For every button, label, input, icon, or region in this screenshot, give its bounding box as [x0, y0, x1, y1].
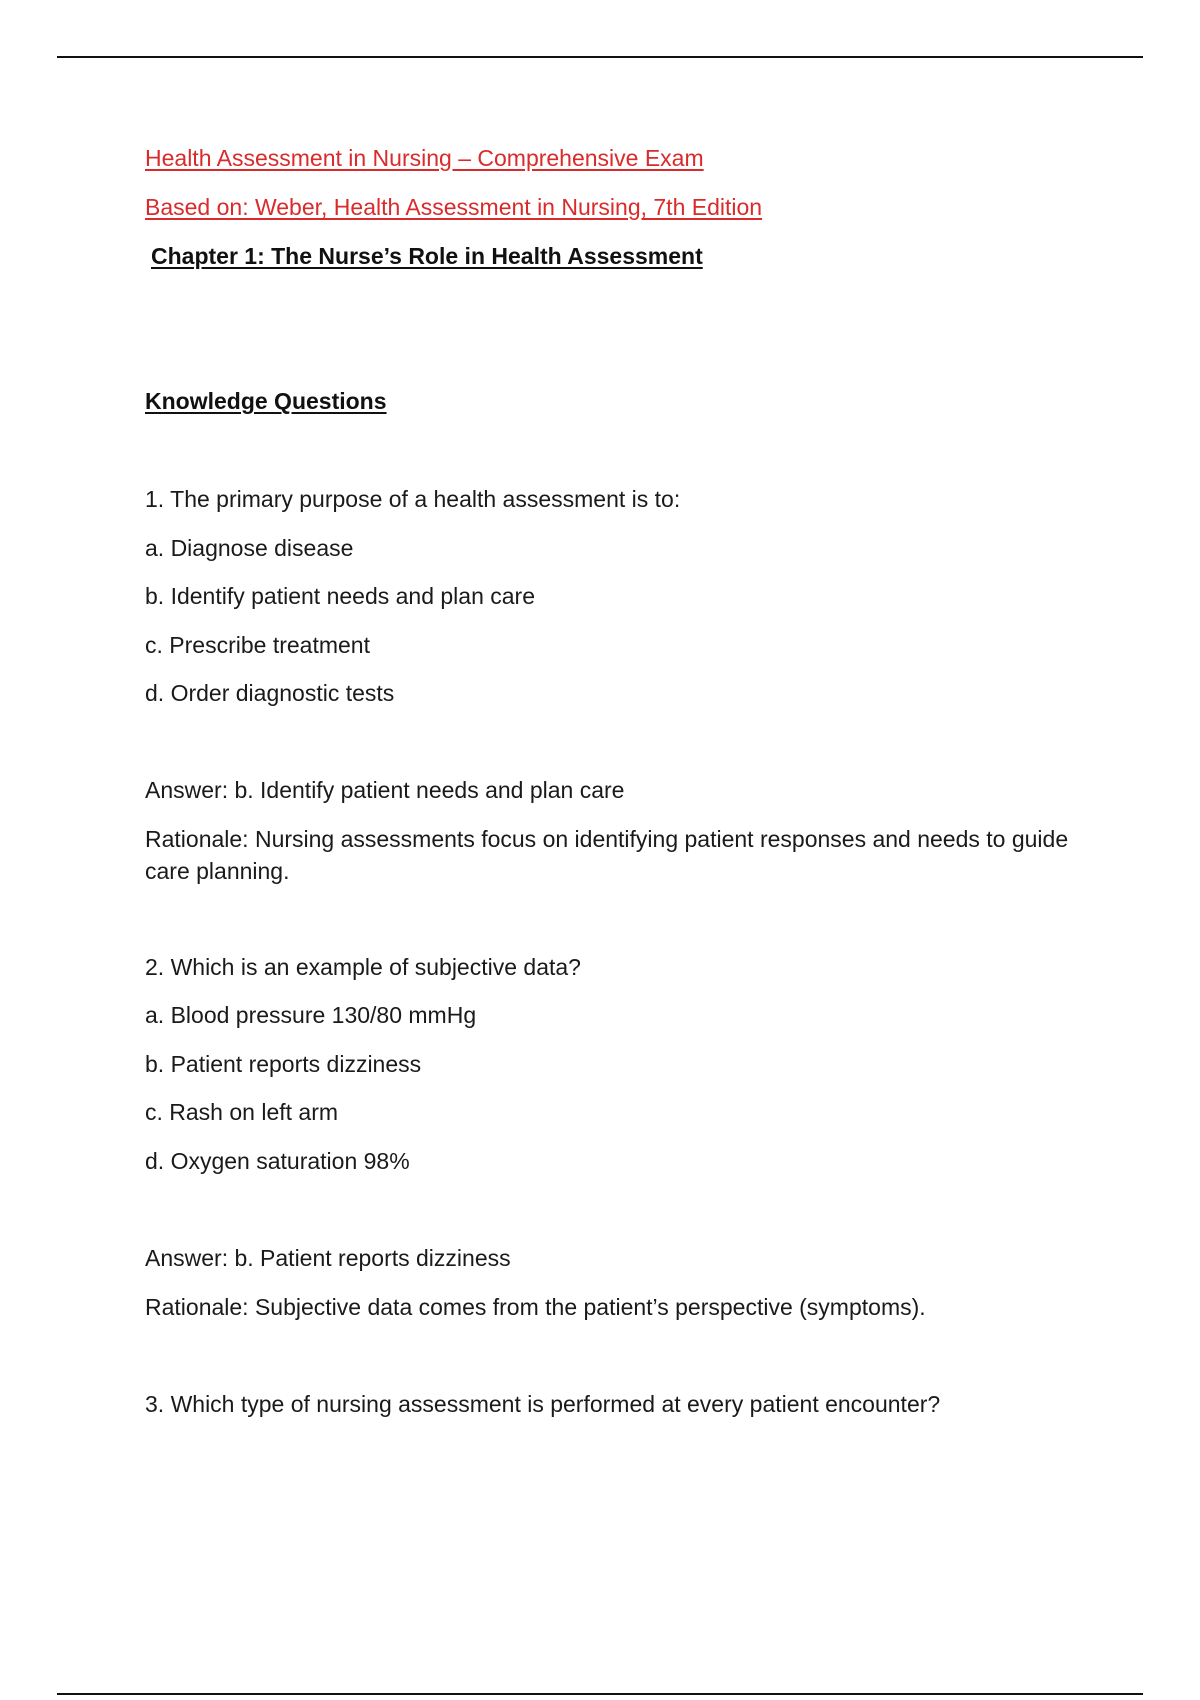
- question-1-answer: Answer: b. Identify patient needs and plan care: [145, 777, 625, 803]
- bottom-rule: [57, 1693, 1143, 1695]
- top-rule: [57, 56, 1143, 58]
- question-2-option-d: d. Oxygen saturation 98%: [145, 1148, 410, 1174]
- question-2-answer: Answer: b. Patient reports dizziness: [145, 1245, 511, 1271]
- question-2-option-b: b. Patient reports dizziness: [145, 1051, 422, 1077]
- question-3-stem: 3. Which type of nursing assessment is performed at every patient encounter?: [145, 1391, 941, 1417]
- question-1-option-a: a. Diagnose disease: [145, 535, 354, 561]
- section-title: Knowledge Questions: [145, 388, 387, 414]
- question-1-rationale: Rationale: Nursing assessments focus on identifying patient responses and needs to guide care planning.: [145, 826, 1069, 884]
- question-2-stem: 2. Which is an example of subjective data?: [145, 954, 581, 980]
- chapter-title: Chapter 1: The Nurse’s Role in Health Assessment: [151, 243, 703, 269]
- question-1-option-c: c. Prescribe treatment: [145, 632, 370, 658]
- exam-title-link[interactable]: Health Assessment in Nursing – Comprehensive Exam: [145, 145, 704, 171]
- source-link[interactable]: Based on: Weber, Health Assessment in Nursing, 7th Edition: [145, 194, 763, 220]
- question-1-option-d: d. Order diagnostic tests: [145, 680, 395, 706]
- question-1-option-b: b. Identify patient needs and plan care: [145, 583, 536, 609]
- question-2-rationale: Rationale: Subjective data comes from the patient’s perspective (symptoms).: [145, 1294, 926, 1320]
- question-1-stem: 1. The primary purpose of a health assessment is to:: [145, 486, 681, 512]
- question-2-option-a: a. Blood pressure 130/80 mmHg: [145, 1002, 477, 1028]
- question-2-option-c: c. Rash on left arm: [145, 1099, 339, 1125]
